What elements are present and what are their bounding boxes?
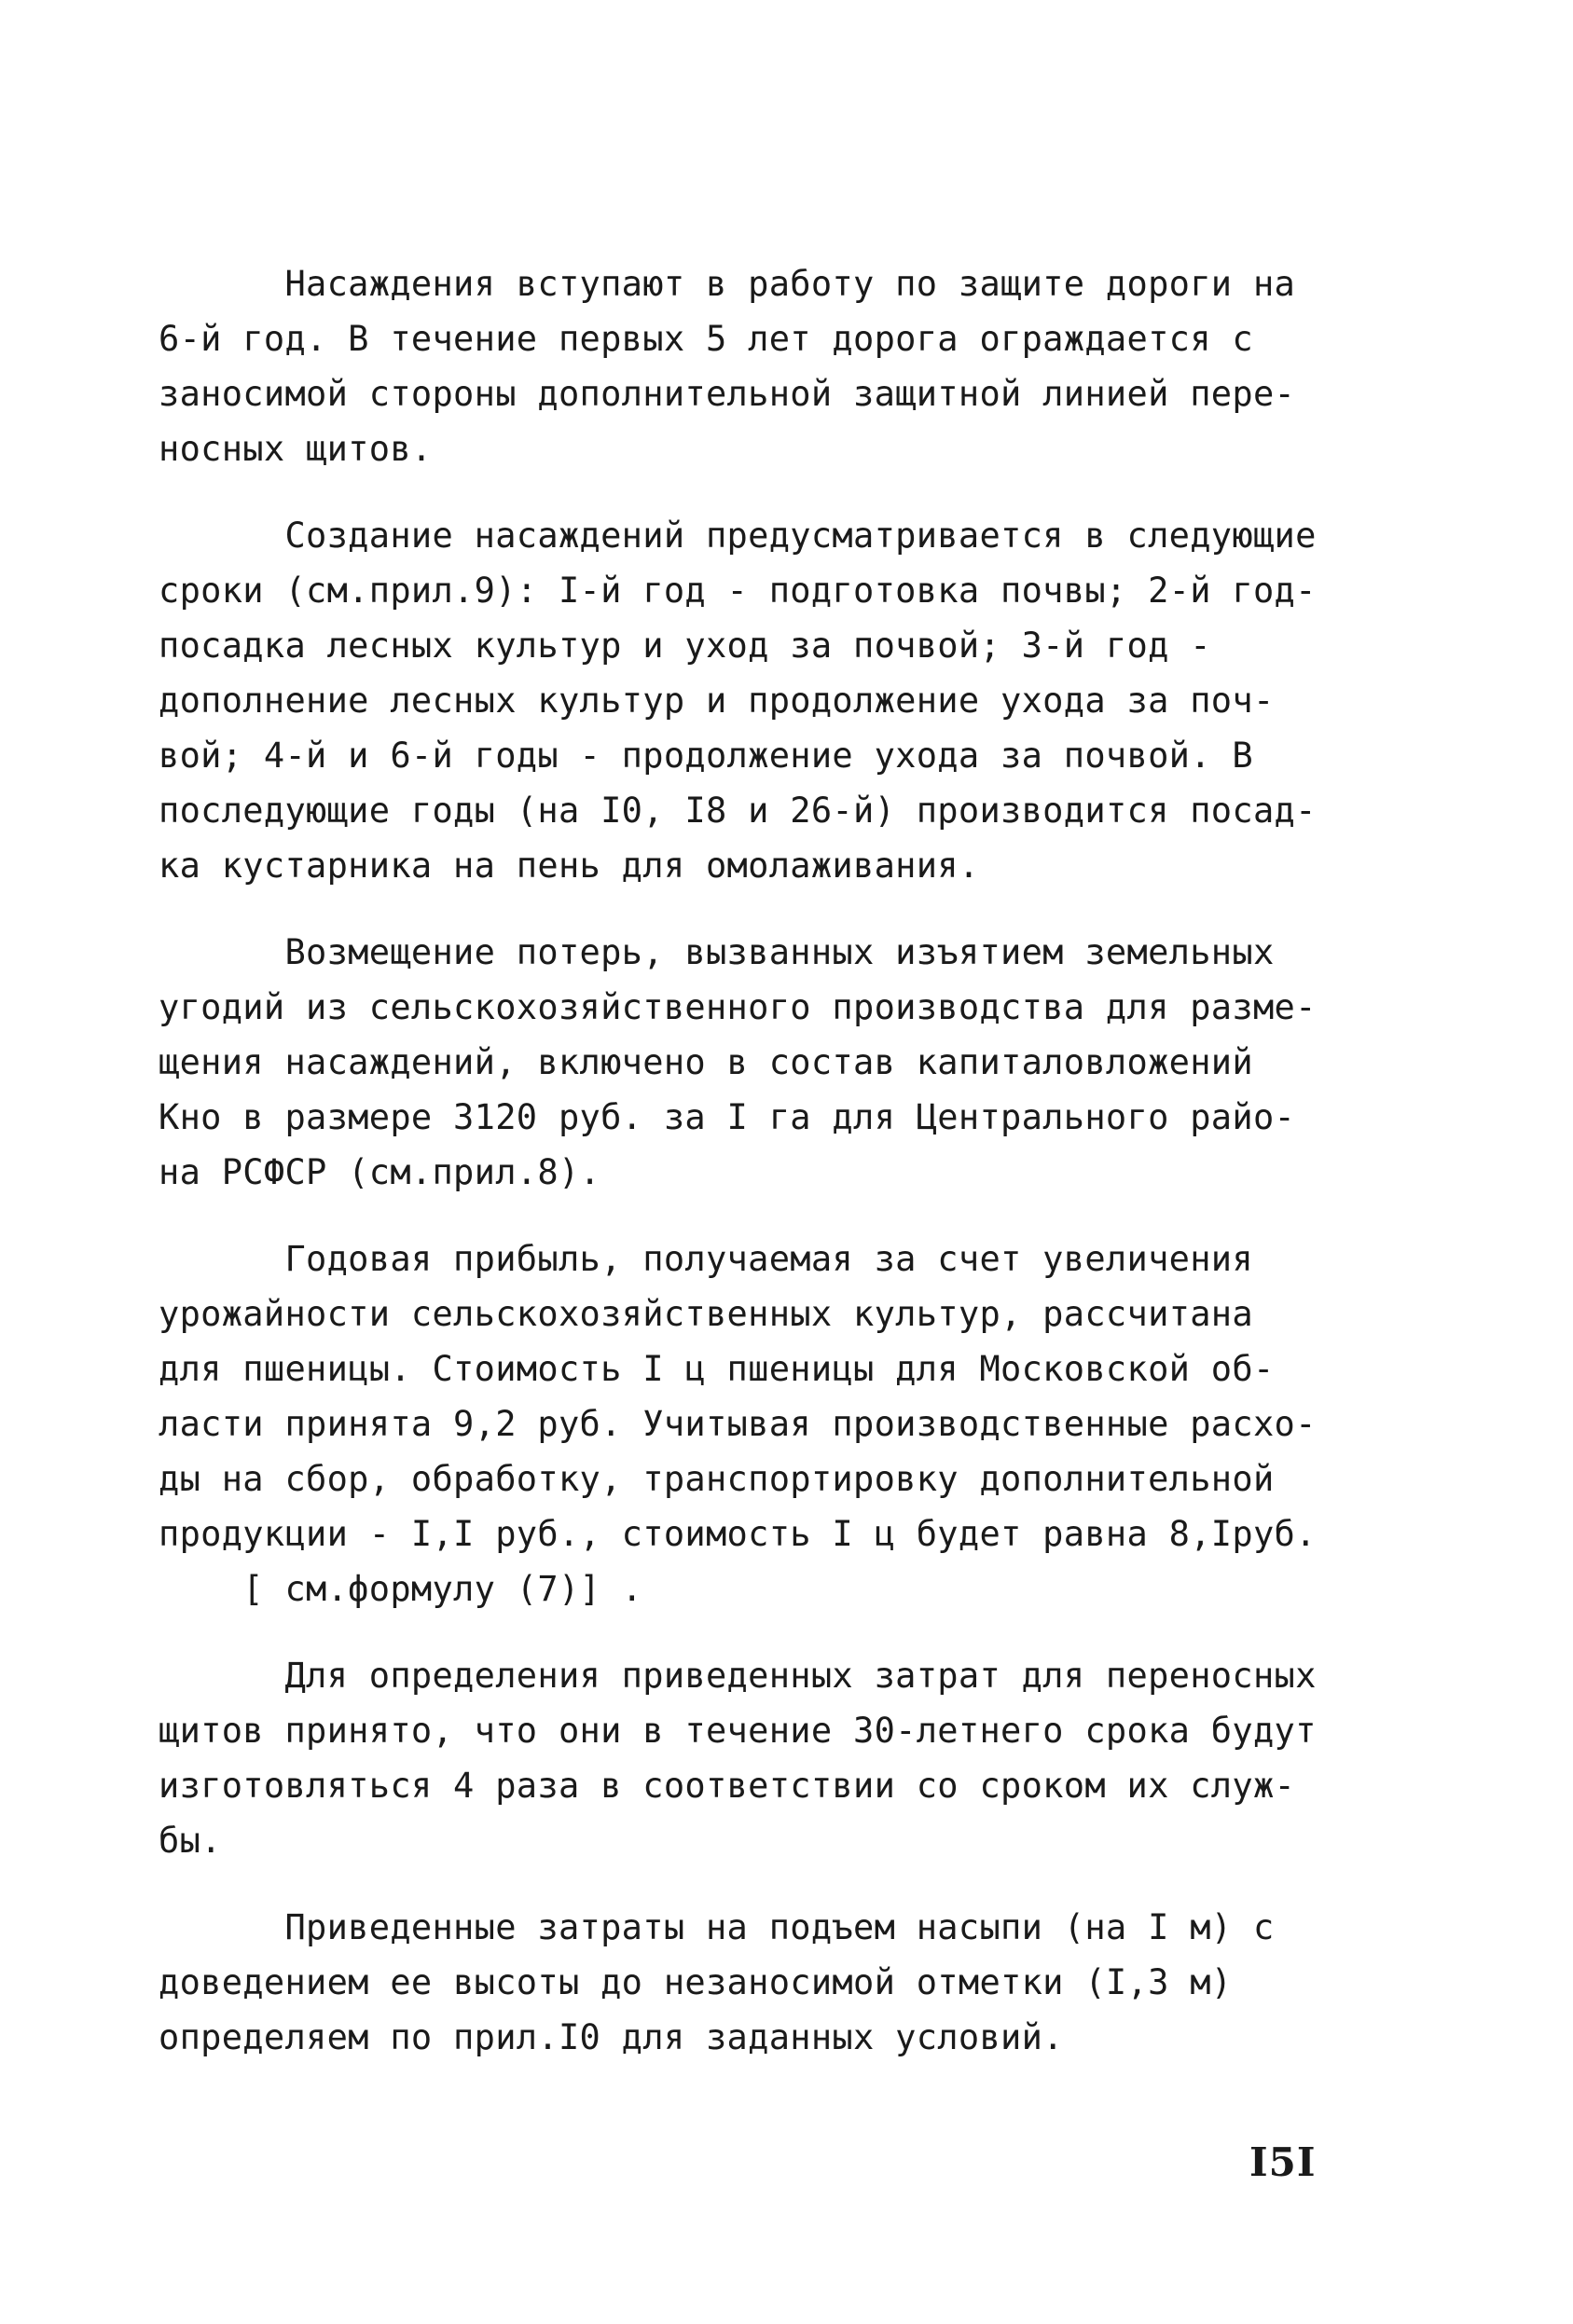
paragraph-gap <box>159 1868 1361 1900</box>
paragraph-gap <box>159 1200 1361 1231</box>
page-number: I5I <box>1249 2139 1317 2185</box>
paragraph <box>159 1900 1361 2065</box>
text-line: для пшеницы. Стоимость I ц пшеницы для Московской об- <box>159 1349 1275 1389</box>
text-line: Приведенные затраты на подъем насыпи (на I м) с <box>159 1907 1275 1947</box>
text-line: на РСФСР (см.прил.8). <box>159 1152 601 1192</box>
text-line: урожайности сельскохозяйственных культур, рассчитана <box>159 1294 1253 1334</box>
paragraph <box>159 508 1361 893</box>
text-line: бы. <box>159 1821 222 1861</box>
text-line: продукции - I,I руб., стоимость I ц будет равна 8,Iруб. <box>159 1514 1317 1554</box>
text-line: Создание насаждений предусматривается в следующие <box>159 516 1317 556</box>
text-line: определяем по прил.I0 для заданных условий. <box>159 2017 1064 2057</box>
text-line: Насаждения вступают в работу по защите дороги на <box>159 264 1296 304</box>
text-line: носных щитов. <box>159 429 433 469</box>
text-line: Кно в размере 3120 руб. за I га для Центрального райо- <box>159 1097 1296 1137</box>
text-line: доведением ее высоты до незаносимой отметки (I,3 м) <box>159 1962 1233 2002</box>
paragraph <box>159 1648 1361 1868</box>
text-line: ка кустарника на пень для омолаживания. <box>159 846 980 886</box>
paragraph <box>159 925 1361 1200</box>
paragraph-gap <box>159 476 1361 508</box>
paragraph-gap <box>159 1616 1361 1648</box>
text-line: 6-й год. В течение первых 5 лет дорога ограждается с <box>159 319 1253 359</box>
text-line: Для определения приведенных затрат для переносных <box>159 1656 1317 1696</box>
text-line: [ см.формулу (7)] . <box>159 1569 643 1609</box>
text-line: ды на сбор, обработку, транспортировку дополнительной <box>159 1459 1275 1499</box>
body-text <box>159 256 1361 2065</box>
text-line: Годовая прибыль, получаемая за счет увеличения <box>159 1239 1253 1279</box>
text-line: угодий из сельскохозяйственного производства для разме- <box>159 987 1317 1027</box>
paragraph <box>159 1231 1361 1616</box>
text-line: щения насаждений, включено в состав капиталовложений <box>159 1042 1253 1082</box>
text-line: Возмещение потерь, вызванных изъятием земельных <box>159 932 1275 972</box>
text-line: сроки (см.прил.9): I-й год - подготовка почвы; 2-й год- <box>159 571 1317 611</box>
text-line: заносимой стороны дополнительной защитной линией пере- <box>159 374 1296 414</box>
paragraph <box>159 256 1361 476</box>
text-line: щитов принято, что они в течение 30-летнего срока будут <box>159 1711 1317 1751</box>
text-line: последующие годы (на I0, I8 и 26-й) производится посад- <box>159 791 1317 831</box>
text-line: вой; 4-й и 6-й годы - продолжение ухода за почвой. В <box>159 736 1253 776</box>
text-line: посадка лесных культур и уход за почвой; 3-й год - <box>159 626 1211 666</box>
text-line: дополнение лесных культур и продолжение ухода за поч- <box>159 681 1275 721</box>
paragraph-gap <box>159 893 1361 925</box>
text-line: изготовляться 4 раза в соответствии со сроком их служ- <box>159 1766 1296 1806</box>
text-line: ласти принята 9,2 руб. Учитывая производственные расхо- <box>159 1404 1317 1444</box>
